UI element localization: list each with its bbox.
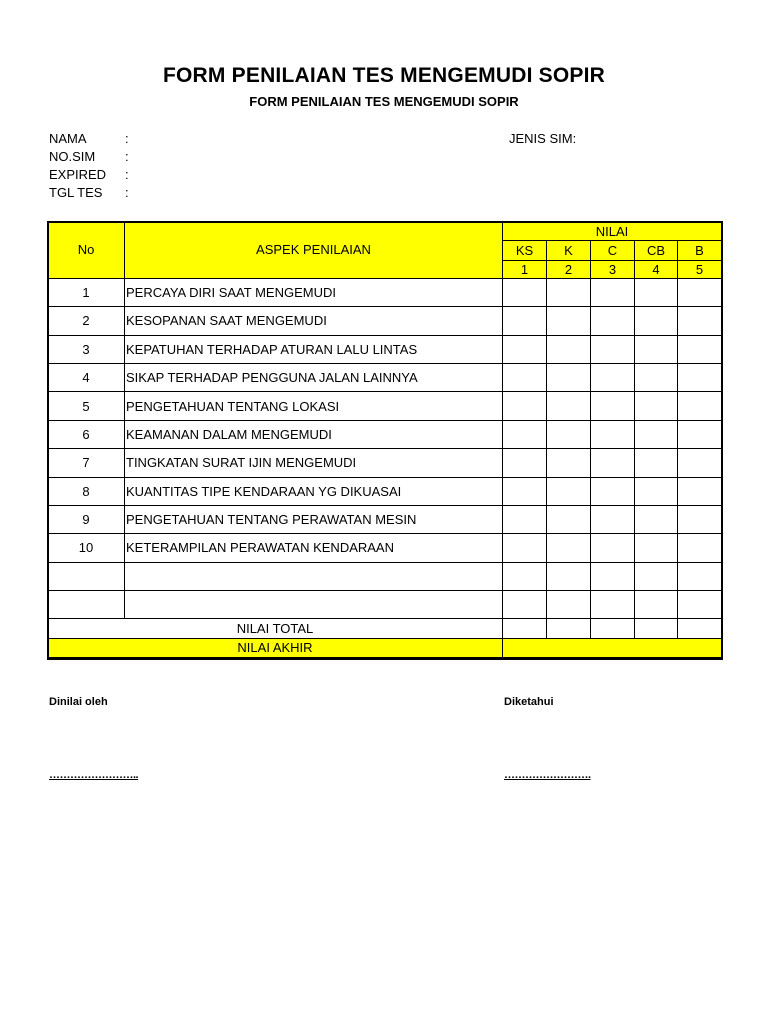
score-cell[interactable] xyxy=(503,307,547,335)
score-cell[interactable] xyxy=(547,477,591,505)
score-cell[interactable] xyxy=(591,534,635,562)
score-cell[interactable] xyxy=(678,505,722,533)
score-cell[interactable] xyxy=(635,534,678,562)
score-cell[interactable] xyxy=(503,505,547,533)
expired-colon: : xyxy=(125,167,129,182)
score-cell[interactable] xyxy=(503,534,547,562)
score-cell[interactable] xyxy=(678,449,722,477)
dinilai-oleh-label: Dinilai oleh xyxy=(49,696,108,708)
score-cell[interactable] xyxy=(547,534,591,562)
score-cell[interactable] xyxy=(503,591,547,619)
jenis-sim-label: JENIS SIM: xyxy=(509,131,577,146)
score-cell[interactable] xyxy=(635,562,678,590)
score-cell[interactable] xyxy=(635,449,678,477)
score-cell[interactable] xyxy=(678,591,722,619)
table-row xyxy=(48,449,722,477)
form-title: FORM PENILAIAN TES MENGEMUDI SOPIR xyxy=(163,64,605,87)
row-aspek xyxy=(125,562,503,590)
grade-label: KS xyxy=(503,241,547,260)
score-cell[interactable] xyxy=(635,477,678,505)
score-cell[interactable] xyxy=(591,392,635,420)
score-cell[interactable] xyxy=(547,335,591,363)
score-cell[interactable] xyxy=(591,307,635,335)
score-cell[interactable] xyxy=(503,392,547,420)
assessment-table xyxy=(47,221,722,658)
grade-value: 5 xyxy=(678,260,722,278)
score-cell[interactable] xyxy=(503,477,547,505)
score-cell[interactable] xyxy=(678,534,722,562)
score-cell[interactable] xyxy=(503,278,547,306)
row-aspek: PENGETAHUAN TENTANG PERAWATAN MESIN xyxy=(125,505,503,533)
row-number: 7 xyxy=(48,449,125,477)
score-cell[interactable] xyxy=(678,477,722,505)
score-cell[interactable] xyxy=(547,619,591,638)
header-nilai: NILAI xyxy=(503,222,722,241)
score-cell[interactable] xyxy=(635,420,678,448)
score-cell[interactable] xyxy=(591,562,635,590)
row-number: 2 xyxy=(48,307,125,335)
nilai-total-label: NILAI TOTAL xyxy=(48,619,503,638)
row-aspek: TINGKATAN SURAT IJIN MENGEMUDI xyxy=(125,449,503,477)
row-number: 5 xyxy=(48,392,125,420)
score-cell[interactable] xyxy=(591,505,635,533)
score-cell[interactable] xyxy=(547,505,591,533)
score-cell[interactable] xyxy=(635,307,678,335)
row-aspek: KETERAMPILAN PERAWATAN KENDARAAN xyxy=(125,534,503,562)
row-aspek: KEPATUHAN TERHADAP ATURAN LALU LINTAS xyxy=(125,335,503,363)
grade-value: 3 xyxy=(591,260,635,278)
row-number: 8 xyxy=(48,477,125,505)
score-cell[interactable] xyxy=(547,363,591,391)
row-aspek: KEAMANAN DALAM MENGEMUDI xyxy=(125,420,503,448)
score-cell[interactable] xyxy=(503,619,547,638)
score-cell[interactable] xyxy=(678,562,722,590)
score-cell[interactable] xyxy=(591,278,635,306)
score-cell[interactable] xyxy=(591,335,635,363)
left-signature-line: …………………….. xyxy=(49,769,139,781)
header-aspek: ASPEK PENILAIAN xyxy=(125,222,503,279)
grade-label: CB xyxy=(635,241,678,260)
row-number: 4 xyxy=(48,363,125,391)
score-cell[interactable] xyxy=(547,562,591,590)
form-subtitle: FORM PENILAIAN TES MENGEMUDI SOPIR xyxy=(249,94,519,109)
score-cell[interactable] xyxy=(678,420,722,448)
expired-label: EXPIRED xyxy=(49,167,107,182)
row-number xyxy=(48,591,125,619)
score-cell[interactable] xyxy=(591,477,635,505)
table-row xyxy=(48,307,722,335)
score-cell[interactable] xyxy=(547,449,591,477)
score-cell[interactable] xyxy=(678,619,722,638)
row-aspek: PENGETAHUAN TENTANG LOKASI xyxy=(125,392,503,420)
row-number xyxy=(48,562,125,590)
score-cell[interactable] xyxy=(547,392,591,420)
row-number: 3 xyxy=(48,335,125,363)
nama-label: NAMA xyxy=(49,131,87,146)
score-cell[interactable] xyxy=(678,307,722,335)
score-cell[interactable] xyxy=(591,619,635,638)
score-cell[interactable] xyxy=(678,363,722,391)
table-row xyxy=(48,363,722,391)
table-row xyxy=(48,591,722,619)
grade-value: 1 xyxy=(503,260,547,278)
score-cell[interactable] xyxy=(591,363,635,391)
nama-colon: : xyxy=(125,131,129,146)
score-cell[interactable] xyxy=(547,278,591,306)
no-sim-label: NO.SIM xyxy=(49,149,96,164)
score-cell[interactable] xyxy=(547,307,591,335)
nilai-akhir-row xyxy=(48,638,722,657)
score-cell[interactable] xyxy=(635,591,678,619)
score-cell[interactable] xyxy=(503,562,547,590)
score-cell[interactable] xyxy=(503,363,547,391)
score-cell[interactable] xyxy=(678,392,722,420)
score-cell[interactable] xyxy=(635,392,678,420)
nilai-akhir-label: NILAI AKHIR xyxy=(48,638,503,657)
row-aspek: SIKAP TERHADAP PENGGUNA JALAN LAINNYA xyxy=(125,363,503,391)
row-aspek: PERCAYA DIRI SAAT MENGEMUDI xyxy=(125,278,503,306)
table-row xyxy=(48,278,722,306)
table-row xyxy=(48,335,722,363)
grade-label: C xyxy=(591,241,635,260)
row-number: 9 xyxy=(48,505,125,533)
score-cell[interactable] xyxy=(547,420,591,448)
tgl-tes-label: TGL TES xyxy=(49,185,103,200)
score-cell[interactable] xyxy=(591,449,635,477)
grade-value: 2 xyxy=(547,260,591,278)
table-row xyxy=(48,534,722,562)
table-row xyxy=(48,562,722,590)
header-no: No xyxy=(48,222,125,279)
header-row-1 xyxy=(48,222,722,241)
table-row xyxy=(48,420,722,448)
score-cell[interactable] xyxy=(547,591,591,619)
table-row xyxy=(48,392,722,420)
row-number: 6 xyxy=(48,420,125,448)
score-cell[interactable] xyxy=(635,278,678,306)
score-cell[interactable] xyxy=(591,591,635,619)
score-cell[interactable] xyxy=(503,420,547,448)
grade-label: B xyxy=(678,241,722,260)
table-row xyxy=(48,505,722,533)
score-cell[interactable] xyxy=(635,363,678,391)
row-number: 10 xyxy=(48,534,125,562)
grade-label: K xyxy=(547,241,591,260)
row-aspek: KUANTITAS TIPE KENDARAAN YG DIKUASAI xyxy=(125,477,503,505)
score-cell[interactable] xyxy=(635,619,678,638)
table-row xyxy=(48,477,722,505)
score-cell[interactable] xyxy=(503,335,547,363)
tgl-tes-colon: : xyxy=(125,185,129,200)
row-number: 1 xyxy=(48,278,125,306)
score-cell[interactable] xyxy=(635,335,678,363)
score-cell[interactable] xyxy=(503,449,547,477)
row-aspek xyxy=(125,591,503,619)
row-aspek: KESOPANAN SAAT MENGEMUDI xyxy=(125,307,503,335)
score-cell[interactable] xyxy=(678,335,722,363)
score-cell[interactable] xyxy=(635,505,678,533)
nilai-akhir-value-cell[interactable] xyxy=(503,638,722,657)
diketahui-label: Diketahui xyxy=(504,696,554,708)
score-cell[interactable] xyxy=(591,420,635,448)
grade-value: 4 xyxy=(635,260,678,278)
score-cell[interactable] xyxy=(678,278,722,306)
right-signature-line: ……………………. xyxy=(504,769,591,781)
no-sim-colon: : xyxy=(125,149,129,164)
nilai-total-row xyxy=(48,619,722,638)
